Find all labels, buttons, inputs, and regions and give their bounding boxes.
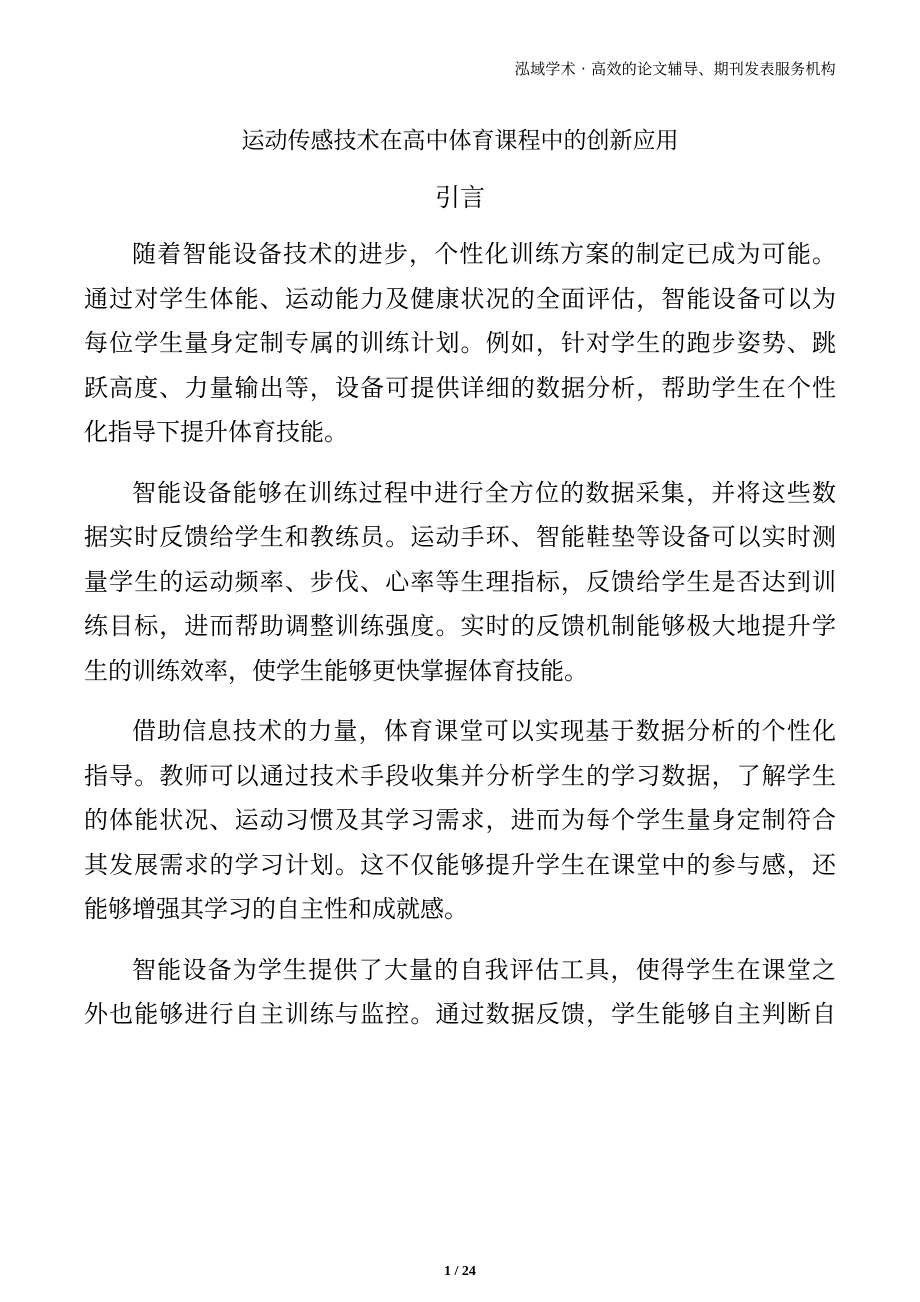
- running-header: 泓域学术 · 高效的论文辅导、期刊发表服务机构: [514, 60, 836, 78]
- document-title: 运动传感技术在高中体育课程中的创新应用: [241, 128, 679, 154]
- text-line: 其发展需求的学习计划。这不仅能够提升学生在课堂中的参与感，还: [84, 850, 836, 879]
- section-heading: 引言: [434, 183, 485, 212]
- text-line: 智能设备能够在训练过程中进行全方位的数据采集，并将这些数: [132, 478, 836, 507]
- text-line: 外也能够进行自主训练与监控。通过数据反馈，学生能够自主判断自: [84, 1000, 836, 1028]
- text-line: 据实时反馈给学生和教练员。运动手环、智能鞋垫等设备可以实时测: [84, 523, 836, 551]
- text-line: 随着智能设备技术的进步，个性化训练方案的制定已成为可能。: [132, 240, 836, 268]
- text-line: 借助信息技术的力量，体育课堂可以实现基于数据分析的个性化: [132, 717, 836, 745]
- body-text: [84, 232, 836, 1053]
- text-line: 通过对学生体能、运动能力及健康状况的全面评估，智能设备可以为: [84, 284, 836, 313]
- text-line: 跃高度、力量输出等，设备可提供详细的数据分析，帮助学生在个性: [84, 373, 836, 402]
- paragraph-3: [84, 709, 836, 932]
- paragraph-2: [84, 471, 836, 694]
- text-line: 智能设备为学生提供了大量的自我评估工具，使得学生在课堂之: [132, 955, 836, 984]
- page-indicator: 1 / 24: [444, 1264, 476, 1279]
- text-line: 化指导下提升体育技能。: [84, 418, 348, 446]
- paragraph-1: [84, 232, 836, 455]
- text-line: 每位学生量身定制专属的训练计划。例如，针对学生的跑步姿势、跳: [84, 329, 836, 357]
- text-line: 的体能状况、运动习惯及其学习需求，进而为每个学生量身定制符合: [84, 806, 836, 834]
- text-line: 能够增强其学习的自主性和成就感。: [84, 895, 468, 923]
- text-line: 指导。教师可以通过技术手段收集并分析学生的学习数据，了解学生: [84, 761, 836, 790]
- text-line: 量学生的运动频率、步伐、心率等生理指标，反馈给学生是否达到训: [84, 567, 836, 596]
- paragraph-4: [84, 948, 836, 1037]
- text-line: 练目标，进而帮助调整训练强度。实时的反馈机制能够极大地提升学: [84, 612, 836, 640]
- text-line: 生的训练效率，使学生能够更快掌握体育技能。: [84, 656, 588, 685]
